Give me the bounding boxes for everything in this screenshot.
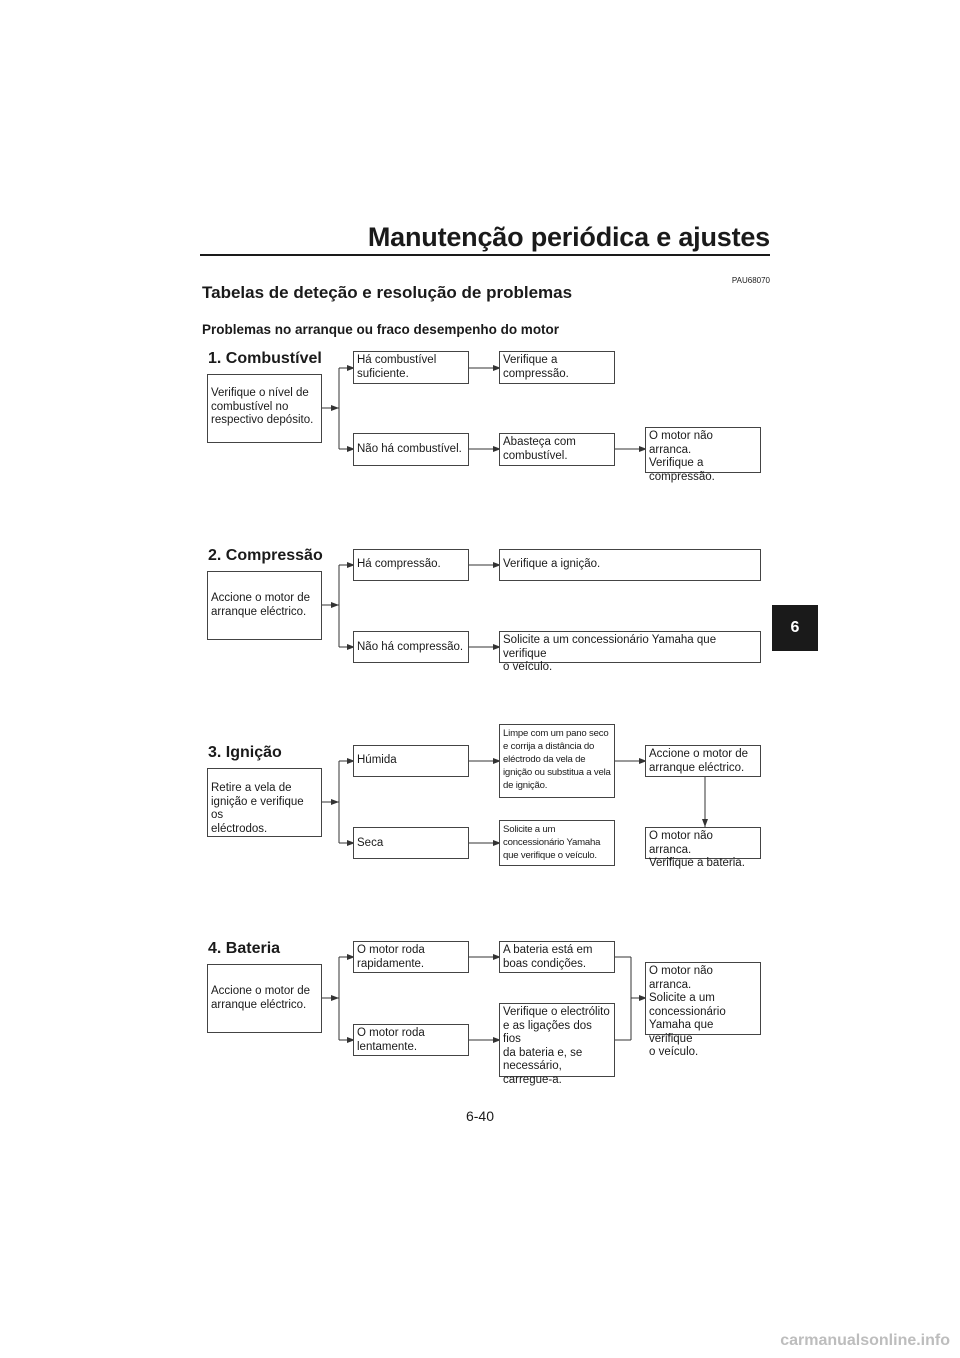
battery-result-box: O motor não arranca. Solicite a um concessionário Yamaha que verifique o veículo. xyxy=(645,962,761,1035)
battery-fast-box: O motor roda rapidamente. xyxy=(353,941,469,973)
group-title-ignition: 3. Ignição xyxy=(208,744,282,761)
fuel-refill-box: Abasteça com combustível. xyxy=(499,433,615,466)
subsection-title: Problemas no arranque ou fraco desempenho do motor xyxy=(202,322,560,337)
section-title: Tabelas de deteção e resolução de problemas xyxy=(202,283,573,302)
chapter-tab: 6 xyxy=(772,605,818,651)
ignition-dealer-box: Solicite a um concessionário Yamaha que verifique o veículo. xyxy=(499,820,615,866)
fuel-insufficient-box: Não há combustível. xyxy=(353,433,469,466)
group-title-battery: 4. Bateria xyxy=(208,940,281,957)
battery-check-box: Accione o motor de arranque eléctrico. xyxy=(207,964,322,1033)
battery-electrolyte-box: Verifique o electrólito e as ligações dos fios da bateria e, se necessário, carregue-a. xyxy=(499,1003,615,1077)
fuel-result-box: O motor não arranca. Verifique a compressão. xyxy=(645,427,761,473)
battery-slow-box: O motor roda lentamente. xyxy=(353,1024,469,1056)
ignition-clean-plug-box: Limpe com um pano seco e corrija a distância do eléctrodo da vela de ignição ou substitua a vela de ignição. xyxy=(499,724,615,798)
page-number: 6-40 xyxy=(465,1108,495,1124)
battery-good-box: A bateria está em boas condições. xyxy=(499,941,615,973)
fuel-sufficient-box: Há combustível suficiente. xyxy=(353,351,469,384)
compression-check-box: Accione o motor de arranque eléctrico. xyxy=(207,571,322,640)
compression-dealer-box: Solicite a um concessionário Yamaha que verifique o veículo. xyxy=(499,631,761,663)
fuel-check-box: Verifique o nível de combustível no respectivo depósito. xyxy=(207,374,322,443)
compression-none-box: Não há compressão. xyxy=(353,631,469,663)
ignition-start-motor-box: Accione o motor de arranque eléctrico. xyxy=(645,745,761,777)
chapter-title: Manutenção periódica e ajustes xyxy=(367,222,770,252)
ignition-check-battery-box: O motor não arranca. Verifique a bateria. xyxy=(645,827,761,859)
group-title-fuel: 1. Combustível xyxy=(208,350,322,367)
watermark: carmanualsonline.info xyxy=(780,1332,950,1349)
group-title-compression: 2. Compressão xyxy=(208,547,323,564)
reference-code: PAU68070 xyxy=(731,276,770,285)
ignition-dry-box: Seca xyxy=(353,827,469,859)
ignition-check-box: Retire a vela de ignição e verifique os eléctrodos. xyxy=(207,768,322,837)
compression-check-ignition-box: Verifique a ignição. xyxy=(499,549,761,581)
ignition-wet-box: Húmida xyxy=(353,745,469,777)
compression-ok-box: Há compressão. xyxy=(353,549,469,581)
fuel-check-compression-box: Verifique a compressão. xyxy=(499,351,615,384)
